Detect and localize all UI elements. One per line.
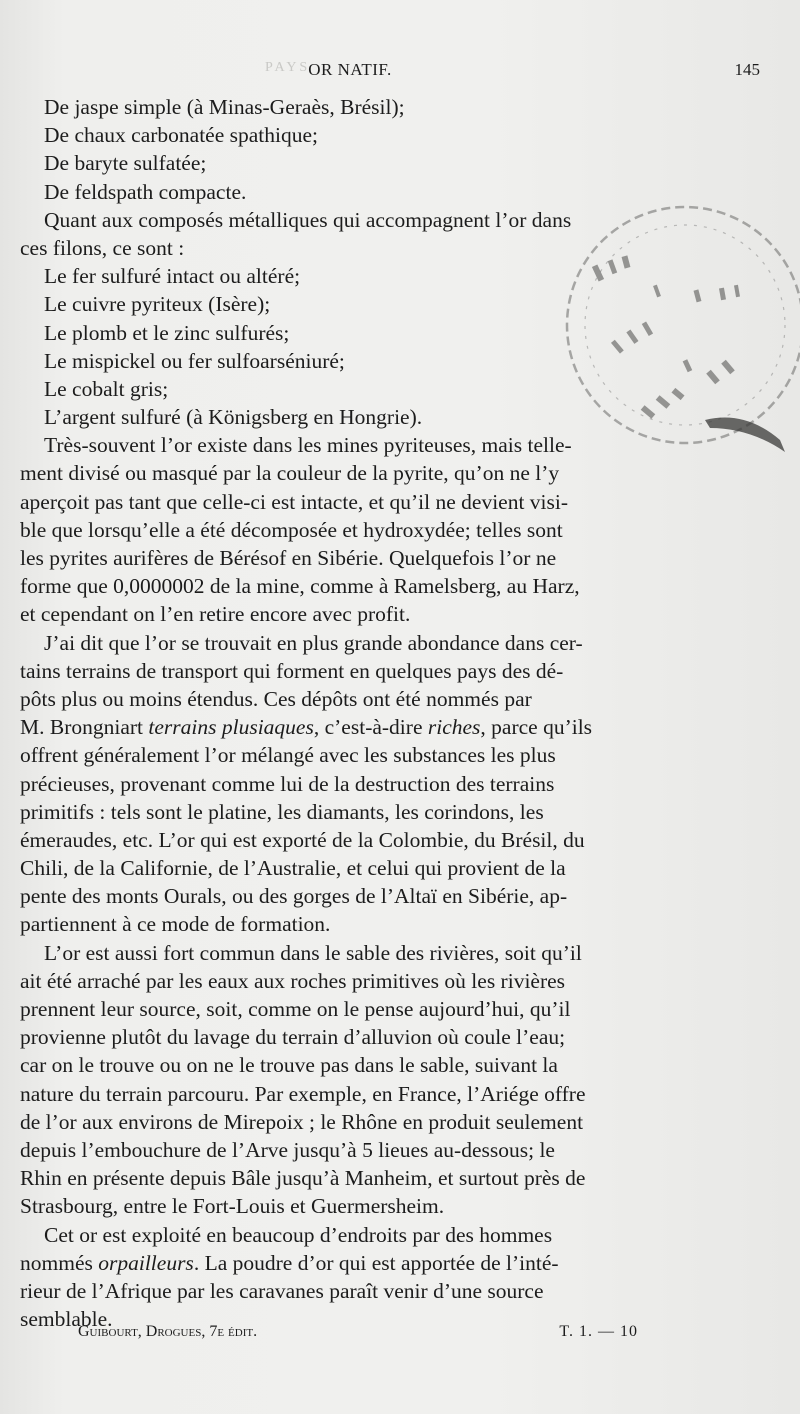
paragraph-start-line: Cet or est exploité en beaucoup d’endroits par des hommes (44, 1222, 553, 1247)
text-line: primitifs : tels sont le platine, les diamants, les corindons, les (20, 799, 544, 824)
footer-source: Guibourt, Drogues, 7e édit. (78, 1323, 258, 1340)
text-line: Le mispickel ou fer sulfoarséniuré; (44, 348, 345, 373)
text-line: depuis l’embouchure de l’Arve jusqu’à 5 lieues au-dessous; le (20, 1137, 555, 1162)
text-line: ait été arraché par les eaux aux roches primitives où les rivières (20, 968, 566, 993)
text-line: les pyrites aurifères de Bérésof en Sibérie. Quelquefois l’or ne (20, 546, 557, 570)
italic-term: orpailleurs (98, 1250, 194, 1275)
text-line: Le fer sulfuré intact ou altéré; (44, 264, 301, 289)
text-line: car on le trouve ou on ne le trouve pas dans le sable, suivant la (20, 1053, 558, 1078)
italic-term: terrains plusiaques (148, 715, 314, 740)
text-line: précieuses, provenant comme lui de la destruction des terrains (20, 771, 555, 796)
text-line: pôts plus ou moins étendus. Ces dépôts ont été nommés par (20, 686, 532, 711)
text-line: nature du terrain parcouru. Par exemple, en France, l’Ariége offre (20, 1081, 586, 1106)
text-line: offrent généralement l’or mélangé avec les substances les plus (20, 743, 556, 768)
paragraph-start-line: Très-souvent l’or existe dans les mines pyriteuses, mais telle- (44, 433, 572, 458)
text-line: semblable. (20, 1307, 113, 1332)
line-segment: , c’est-à-dire (313, 715, 423, 740)
text-line: émeraudes, etc. L’or qui est exporté de la Colombie, du Brésil, du (20, 827, 585, 852)
running-header (0, 60, 800, 86)
page-number: 145 (734, 60, 760, 79)
text-line: De chaux carbonatée spathique; (44, 123, 318, 148)
text-line: Strasbourg, entre le Fort-Louis et Guermersheim. (20, 1194, 445, 1219)
stamp-outer-ring (567, 207, 800, 443)
library-stamp (535, 190, 800, 470)
stamp-inner-ring (585, 225, 785, 425)
bleed-through-header: PAYS (265, 60, 311, 75)
text-line: Chili, de la Californie, de l’Australie, et celui qui provient de la (20, 856, 566, 881)
text-line: ment divisé ou masqué par la couleur de la pyrite, qu’on ne l’y (20, 461, 560, 486)
text-line: L’argent sulfuré (à Königsberg en Hongrie). (44, 405, 423, 430)
text-line: Le plomb et le zinc sulfurés; (44, 320, 290, 345)
text-line: ces filons, ce sont : (20, 235, 185, 260)
footer-signature: T. 1. — 10 (559, 1323, 638, 1340)
page-footer (78, 1323, 638, 1347)
text-line: Rhin en présente depuis Bâle jusqu’à Manheim, et surtout près de (20, 1166, 586, 1191)
running-title: OR NATIF. (308, 60, 392, 79)
stamp-swash (705, 418, 785, 453)
text-line: Quant aux composés métalliques qui accompagnent l’or dans (44, 207, 572, 232)
text-line-with-italics (20, 1249, 700, 1277)
italic-term: riches (427, 715, 481, 740)
text-line: provienne plutôt du lavage du terrain d’alluvion où coule l’eau; (20, 1025, 566, 1050)
line-segment: nommés (20, 1250, 93, 1275)
line-segment: , parce qu’ils (480, 715, 593, 740)
line-segment: . La poudre d’or qui est apportée de l’inté- (193, 1250, 559, 1275)
text-line: ble que lorsqu’elle a été décomposée et hydroxydée; telles sont (20, 517, 563, 542)
text-line: prennent leur source, soit, comme on le pense aujourd’hui, qu’il (20, 997, 571, 1021)
text-line: rieur de l’Afrique par les caravanes paraît venir d’une source (20, 1278, 544, 1303)
text-line: de l’or aux environs de Mirepoix ; le Rhône en produit seulement (20, 1109, 584, 1134)
stamp-marks (592, 255, 740, 418)
line-segment: M. Brongniart (20, 715, 144, 740)
text-line: et cependant on l’en retire encore avec profit. (20, 602, 411, 627)
text-line: Le cuivre pyriteux (Isère); (44, 292, 271, 317)
text-line: Le cobalt gris; (44, 376, 169, 401)
text-line-with-italics (20, 713, 700, 741)
paragraph-start-line: J’ai dit que l’or se trouvait en plus grande abondance dans cer- (44, 630, 583, 655)
text-line: pente des monts Ourals, ou des gorges de l’Altaï en Sibérie, ap- (20, 884, 568, 909)
text-line: forme que 0,0000002 de la mine, comme à Ramelsberg, au Harz, (20, 574, 580, 599)
text-line: aperçoit pas tant que celle-ci est intacte, et qu’il ne devient visi- (20, 489, 569, 514)
text-line: De jaspe simple (à Minas-Geraès, Brésil); (44, 95, 405, 119)
text-line: partiennent à ce mode de formation. (20, 912, 331, 937)
text-line: De feldspath compacte. (44, 179, 247, 204)
text-line: tains terrains de transport qui forment en quelques pays des dé- (20, 658, 564, 683)
text-line: De baryte sulfatée; (44, 151, 207, 176)
paragraph-start-line: L’or est aussi fort commun dans le sable des rivières, soit qu’il (44, 940, 582, 965)
